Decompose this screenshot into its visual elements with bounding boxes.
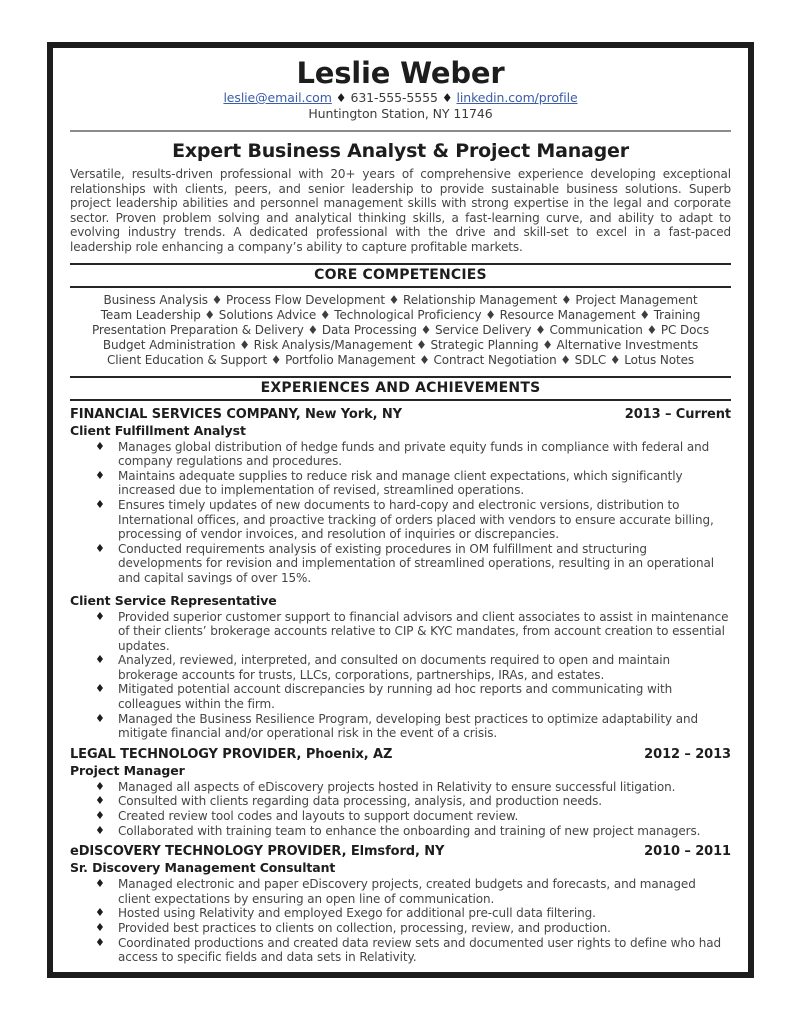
competency-line: Presentation Preparation & Delivery ♦ Data Processing ♦ Service Delivery ♦ Communication ♦ PC Docs [91, 322, 709, 337]
bullet-text: Provided superior customer support to financial advisors and client associates to assist in maintenance of their clients’ brokerage accounts relative to CIP & KYC mandates, from account creation to essential updates. [118, 609, 729, 653]
bullet-text: Coordinated productions and created data review sets and documented user rights to define who had access to specific fields and data sets in Relativity. [118, 935, 722, 965]
bullet-text: Hosted using Relativity and employed Exego for additional pre-cull data filtering. [118, 906, 596, 921]
diamond-bullet-icon: ♦ [95, 794, 105, 808]
role-title: Client Fulfillment Analyst [70, 422, 246, 438]
job-entry [70, 407, 731, 741]
diamond-bullet-icon: ♦ [95, 609, 105, 623]
summary-paragraph: Versatile, results-driven professional with 20+ years of comprehensive experience developing exceptional relationships with clients, peers, and senior leadership to provide sustainable business solutions. Superb project leadership abilities and personnel management skills with strong expertise in the legal and corporate sector. Proven problem solving and analytical thinking skills, a fast-learning curve, and ability to adapt to evolving industry trends. A dedicated professional with the drive and skill-set to excel in a fast-paced leadership role enhancing a company’s ability to capture profitable markets. [70, 167, 731, 254]
diamond-bullet-icon: ♦ [95, 653, 105, 667]
resume-frame [47, 42, 754, 978]
job-header [70, 407, 731, 423]
job-dates: 2012 – 2013 [644, 746, 731, 762]
role-title: Client Service Representative [70, 592, 277, 608]
bullet-item [95, 780, 731, 795]
bullet-text: Analyzed, reviewed, interpreted, and consulted on documents required to open and maintain brokerage accounts for trusts, LLCs, corporations, partnerships, IRAs, and estates. [118, 653, 671, 682]
diamond-bullet-icon: ♦ [95, 497, 105, 511]
competency-line: Team Leadership ♦ Solutions Advice ♦ Technological Proficiency ♦ Resource Management ♦ Training [100, 307, 701, 322]
diamond-bullet-icon: ♦ [95, 877, 105, 891]
job-entry [70, 844, 731, 965]
bullet-text: Ensures timely updates of new documents to hard-copy and electronic versions, distribution to International offices, and proactive tracking of orders placed with vendors to ensure accurate billing, processing of vendor invoices, and resolution of inquiries or discrepancies. [118, 497, 714, 542]
bullet-text: Conducted requirements analysis of existing procedures in OM fulfillment and structuring developments for revision and implementation of streamlined operations, resulting in an operational and capital savings of over 15%. [118, 541, 714, 585]
diamond-bullet-icon: ♦ [95, 935, 105, 949]
bullet-text: Maintains adequate supplies to reduce risk and manage client expectations, which significantly increased due to implementation of revised, streamlined operations. [118, 468, 683, 498]
resume-title: Expert Business Analyst & Project Manager [172, 140, 629, 162]
bullet-text: Collaborated with training team to enhance the onboarding and training of new project managers. [118, 823, 701, 838]
bullet-text: Managed electronic and paper eDiscovery projects, created budgets and forecasts, and managed client expectations by ensuring an open line of communication. [118, 877, 696, 906]
competency-line: Business Analysis ♦ Process Flow Development ♦ Relationship Management ♦ Project Management [103, 292, 698, 307]
job-header [70, 747, 731, 763]
company-name: LEGAL TECHNOLOGY PROVIDER, Phoenix, AZ [70, 746, 393, 762]
bullet-text: Created review tool codes and layouts to support document review. [118, 809, 519, 824]
diamond-bullet-icon: ♦ [95, 779, 105, 793]
role-block [70, 423, 731, 586]
experience-heading-text: EXPERIENCES AND ACHIEVEMENTS [260, 379, 541, 396]
diamond-bullet-icon: ♦ [95, 823, 105, 837]
bullet-item [95, 542, 731, 586]
diamond-bullet-icon: ♦ [95, 439, 105, 453]
bullet-text: Managed all aspects of eDiscovery projects hosted in Relativity to ensure successful litigation. [118, 779, 676, 794]
linkedin-link[interactable]: linkedin.com/profile [456, 90, 578, 105]
bullet-item [95, 936, 731, 965]
bullet-item [95, 712, 731, 741]
location-text: Huntington Station, NY 11746 [308, 106, 493, 121]
role-title: Project Manager [70, 762, 185, 778]
bullet-item [95, 877, 731, 906]
company-name: eDISCOVERY TECHNOLOGY PROVIDER, Elmsford, NY [70, 844, 445, 860]
person-name: Leslie Weber [296, 56, 505, 90]
diamond-separator-icon: ♦ [441, 91, 453, 105]
bullet-item [95, 921, 731, 936]
bullet-text: Consulted with clients regarding data processing, analysis, and production needs. [118, 794, 603, 809]
email-link[interactable]: leslie@email.com [223, 90, 332, 105]
bullet-item [95, 824, 731, 839]
role-block [70, 763, 731, 838]
bullet-item [95, 794, 731, 809]
resume-content [70, 56, 731, 965]
section-heading-core-competencies [70, 263, 731, 288]
diamond-bullet-icon: ♦ [95, 468, 105, 482]
role-block [70, 593, 731, 741]
company-name: FINANCIAL SERVICES COMPANY, New York, NY [70, 406, 402, 422]
role-title: Sr. Discovery Management Consultant [70, 860, 336, 876]
job-dates: 2013 – Current [624, 406, 731, 422]
contact-line [70, 90, 731, 106]
diamond-separator-icon: ♦ [335, 91, 347, 105]
competency-line: Client Education & Support ♦ Portfolio Management ♦ Contract Negotiation ♦ SDLC ♦ Lotus Notes [106, 352, 695, 367]
diamond-bullet-icon: ♦ [95, 906, 105, 920]
bullet-item [95, 906, 731, 921]
core-competencies-list [70, 288, 731, 374]
bullet-item [95, 498, 731, 542]
resume-header [70, 56, 731, 122]
diamond-bullet-icon: ♦ [95, 809, 105, 823]
job-dates: 2010 – 2011 [644, 844, 731, 860]
bullet-text: Provided best practices to clients on collection, processing, review, and production. [118, 921, 611, 935]
diamond-bullet-icon: ♦ [95, 541, 105, 555]
bullet-item [95, 469, 731, 498]
section-heading-experience [70, 376, 731, 401]
bullet-list [70, 780, 731, 838]
bullet-item [95, 653, 731, 682]
bullet-text: Managed the Business Resilience Program, developing best practices to optimize adaptability and mitigate financial and/or operational risk in the event of a crisis. [118, 711, 699, 741]
job-header [70, 844, 731, 860]
bullet-list [70, 440, 731, 586]
bullet-item [95, 610, 731, 654]
diamond-bullet-icon: ♦ [95, 921, 105, 934]
bullet-text: Mitigated potential account discrepancies by running ad hoc reports and communicating with colleagues within the firm. [118, 682, 673, 712]
bullet-item [95, 682, 731, 711]
competency-line: Budget Administration ♦ Risk Analysis/Management ♦ Strategic Planning ♦ Alternative Investments [102, 337, 699, 352]
bullet-item [95, 809, 731, 824]
bullet-list [70, 877, 731, 965]
bullet-item [95, 440, 731, 469]
diamond-bullet-icon: ♦ [95, 682, 105, 696]
bullet-text: Manages global distribution of hedge funds and private equity funds in compliance with federal and company regulations and procedures. [118, 439, 710, 469]
job-entry [70, 747, 731, 838]
phone-number: 631-555-5555 [350, 90, 438, 105]
bullet-list [70, 610, 731, 741]
role-block [70, 860, 731, 965]
diamond-bullet-icon: ♦ [95, 711, 105, 725]
core-competencies-heading-text: CORE COMPETENCIES [314, 266, 487, 283]
header-divider [70, 130, 731, 132]
